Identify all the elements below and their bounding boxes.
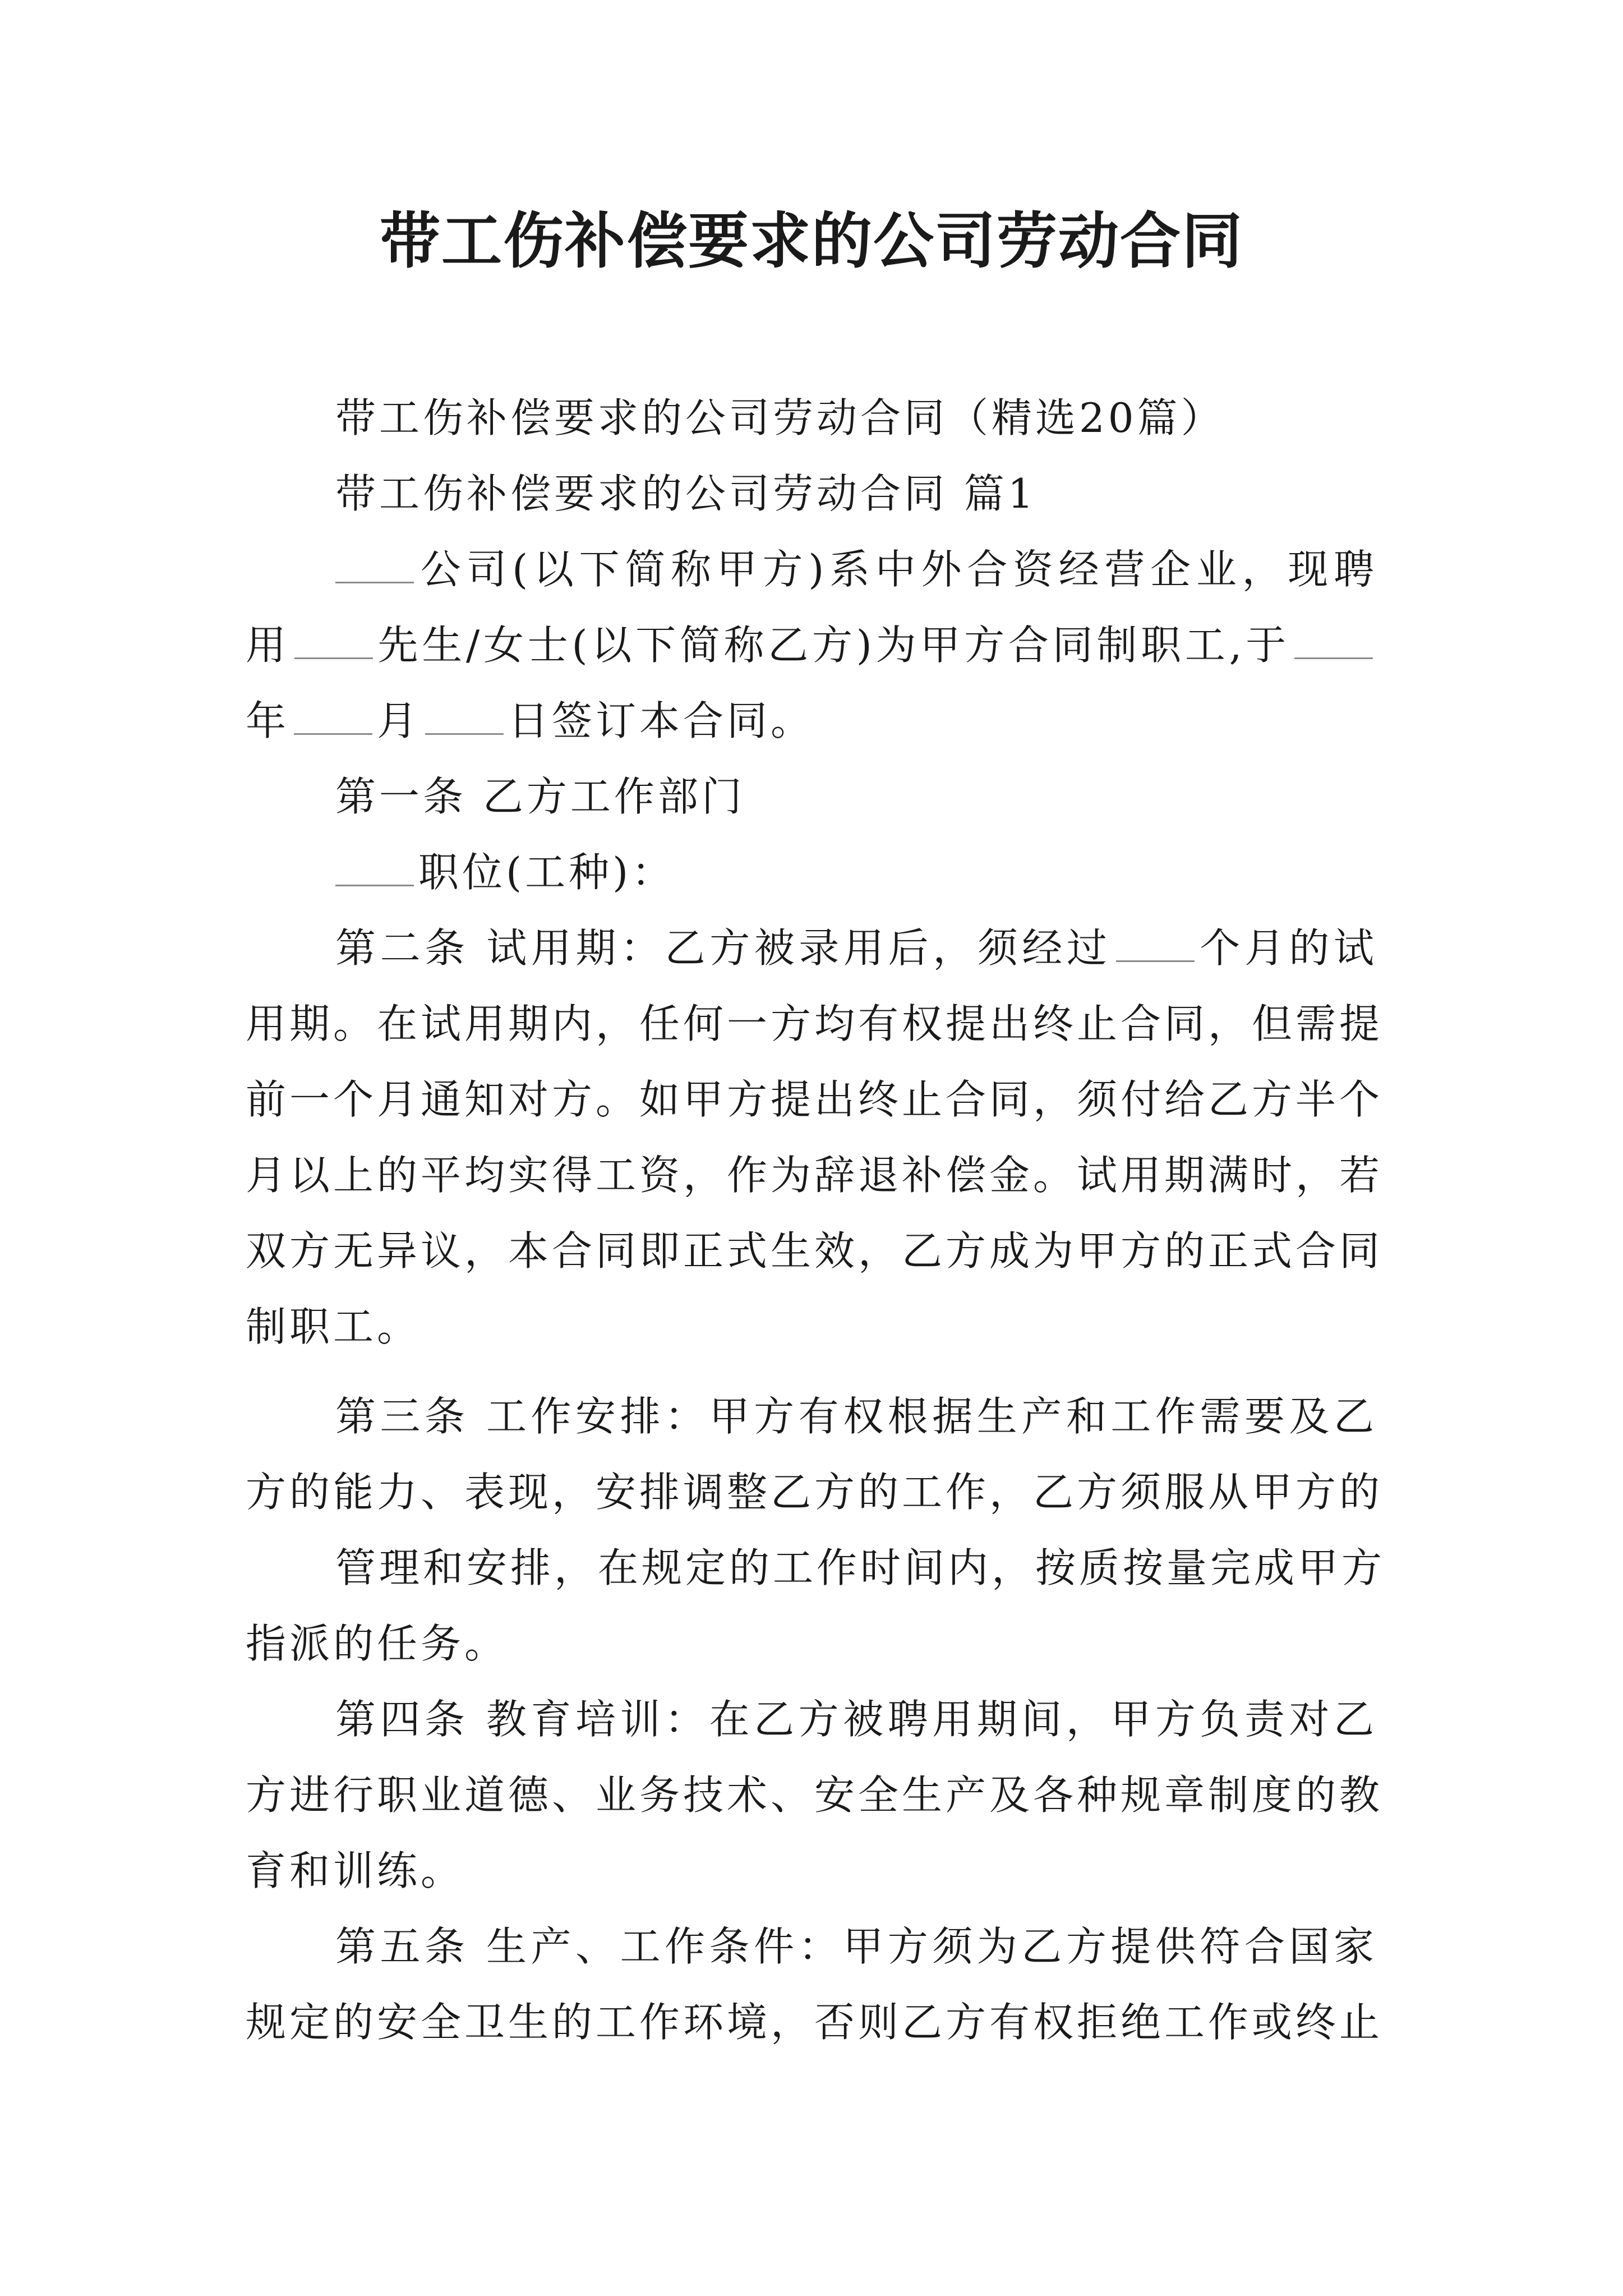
- paragraph-line: 育和训练。: [246, 1847, 465, 1894]
- article-1-heading: 第一条 乙方工作部门: [335, 773, 745, 820]
- paragraph-line: 用期。在试用期内，任何一方均有权提出终止合同，但需提: [246, 1000, 1384, 1047]
- paragraph-line: 第二条 试用期：乙方被录用后，须经过 个月的试: [335, 924, 1377, 972]
- fill-in-blank: [1294, 624, 1373, 659]
- section-heading: 带工伤补偿要求的公司劳动合同 篇1: [335, 470, 1037, 517]
- paragraph-line: 第五条 生产、工作条件：甲方须为乙方提供符合国家: [335, 1923, 1377, 1970]
- paragraph-line: 管理和安排，在规定的工作时间内，按质按量完成甲方: [335, 1544, 1386, 1591]
- article-3-paragraph: [246, 1379, 1386, 1682]
- fill-in-blank: [335, 851, 414, 886]
- paragraph-line: 第四条 教育培训：在乙方被聘用期间，甲方负责对乙: [335, 1696, 1377, 1743]
- paragraph-line: 方进行职业道德、业务技术、安全生产及各种规章制度的教: [246, 1772, 1384, 1819]
- paragraph-line: 月以上的平均实得工资，作为辞退补偿金。试用期满时，若: [246, 1152, 1384, 1199]
- document-subtitle: 带工伤补偿要求的公司劳动合同（精选20篇）: [335, 394, 1225, 441]
- paragraph-gap: [246, 1365, 1377, 1379]
- article-5-paragraph: [246, 1909, 1384, 2060]
- paragraph-line: 用 先生/女士(以下简称乙方)为甲方合同制职工,于: [246, 608, 1377, 683]
- fill-in-blank: [335, 548, 414, 583]
- fill-in-blank: [294, 700, 372, 735]
- paragraph-line: 制职工。: [246, 1303, 421, 1350]
- fill-in-blank: [425, 700, 504, 735]
- paragraph-line: 指派的任务。: [246, 1620, 509, 1667]
- document-body: [246, 380, 1386, 2060]
- paragraph-line: 第三条 工作安排：甲方有权根据生产和工作需要及乙: [335, 1393, 1377, 1440]
- fill-in-blank: [294, 624, 373, 659]
- paragraph-line: 职位(工种)：: [246, 835, 1377, 910]
- paragraph-line: 年 月 日签订本合同。: [246, 697, 815, 744]
- paragraph-line: 双方无异议，本合同即正式生效，乙方成为甲方的正式合同: [246, 1227, 1384, 1274]
- paragraph-line: 规定的安全卫生的工作环境，否则乙方有权拒绝工作或终止: [246, 1999, 1384, 2046]
- article-4-paragraph: [246, 1682, 1384, 1909]
- paragraph-line: 方的能力、表现，安排调整乙方的工作，乙方须服从甲方的: [246, 1469, 1384, 1516]
- article-2-paragraph: [246, 910, 1384, 1365]
- paragraph-line: 前一个月通知对方。如甲方提出终止合同，须付给乙方半个: [246, 1076, 1384, 1123]
- fill-in-blank: [1116, 927, 1195, 962]
- document-title: 带工伤补偿要求的公司劳动合同: [379, 206, 1243, 277]
- intro-paragraph: [246, 532, 1377, 759]
- paragraph-line: 公司(以下简称甲方)系中外合资经营企业，现聘: [246, 532, 1377, 608]
